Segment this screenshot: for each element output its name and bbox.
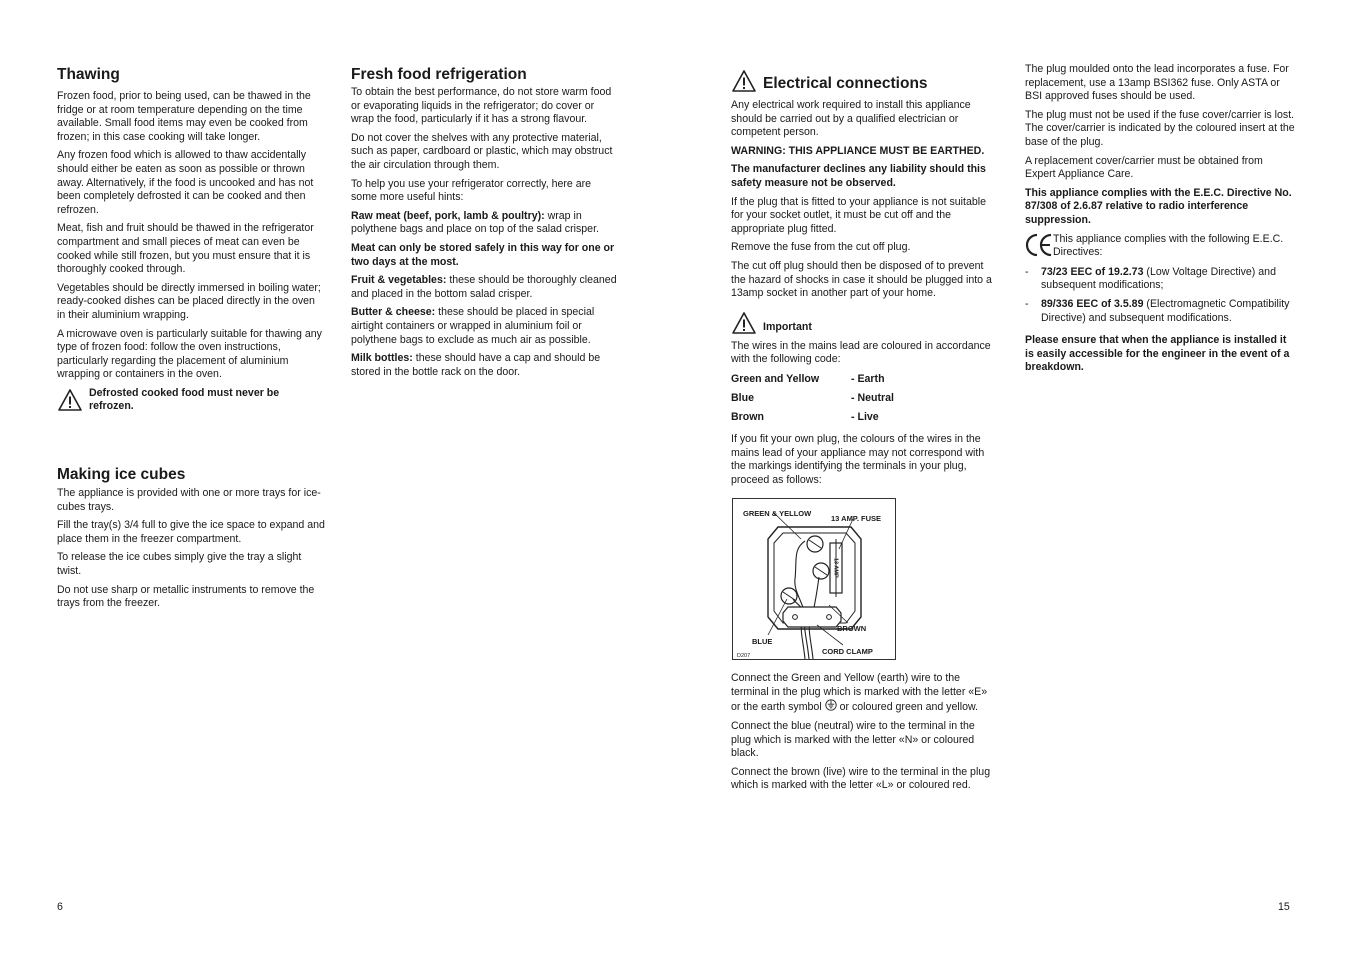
fruit-text: these should be thoroughly cleaned and placed in the bottom salad crisper. <box>351 274 617 300</box>
butter-text: these should be placed in special airtight containers or wrapped in aluminium foil or polythene bags to exclude as much air as possible. <box>351 306 595 346</box>
meat-note <box>351 242 619 269</box>
page-number-left: 6 <box>57 901 63 913</box>
thawing-paragraph: Any frozen food which is allowed to thaw accidentally should either be eaten as soon as possible or thrown away. Alternatively, if the food is uncooked and has not been completely defrosted it can be cooked and then refrozen. <box>57 149 314 216</box>
directive-bold: 89/336 EEC of 3.5.89 <box>1041 297 1144 310</box>
electrical-heading-row <box>731 68 995 93</box>
fruit-hint <box>351 274 619 301</box>
directive-desc: (Electromagnetic Compatibility Directive) and subsequent modifications. <box>1041 297 1290 324</box>
wire-row <box>731 410 995 429</box>
wire-name: Green and Yellow <box>731 372 820 385</box>
directive-text <box>1041 298 1295 325</box>
warning-triangle-icon <box>57 388 83 412</box>
ce-compliance-text: This appliance complies with the following E.E.C. Directives: <box>1053 232 1284 259</box>
electrical-paragraph: If you fit your own plug, the colours of the wires in the mains lead of your appliance may not correspond with the markings identifying the terminals in your plug, proceed as follows: <box>731 432 985 486</box>
page-number-right: 15 <box>1278 901 1290 913</box>
directive-bold: 73/23 EEC of 19.2.73 <box>1041 265 1144 278</box>
wire-row <box>731 391 995 410</box>
green-yellow-label: GREEN & YELLOW <box>743 509 812 519</box>
thawing-section <box>57 65 325 414</box>
electrical-paragraph: Remove the fuse from the cut off plug. <box>731 241 911 254</box>
fuse-paragraph: A replacement cover/carrier must be obtained from Expert Appliance Care. <box>1025 154 1263 181</box>
milk-label: Milk bottles: <box>351 352 413 365</box>
fuse-label: 13 AMP. FUSE <box>831 514 882 524</box>
ce-compliance <box>1025 233 1295 260</box>
thawing-heading: Thawing <box>57 66 120 83</box>
electrical-section <box>731 68 995 798</box>
fuse-paragraph: The plug moulded onto the lead incorporates a fuse. For replacement, use a 13amp BSI362 fuse. Only ASTA or BSI approved fuses should be used. <box>1025 63 1289 103</box>
thawing-paragraph: Vegetables should be directly immersed in boiling water; ready-cooked dishes can be placed directly in the oven in their aluminium wrapping. <box>57 281 321 321</box>
neutral-connection-paragraph: Connect the blue (neutral) wire to the terminal in the plug which is marked with the letter «N» or coloured black. <box>731 720 975 760</box>
fresh-paragraph: To obtain the best performance, do not store warm food or evaporating liquids in the refrigerator; do cover or wrap the food, particularly if it has a strong flavour. <box>351 86 612 126</box>
list-dash: - <box>1025 265 1029 278</box>
fruit-label: Fruit & vegetables: <box>351 274 447 287</box>
wire-name: Brown <box>731 410 764 423</box>
blue-label: BLUE <box>752 637 773 647</box>
liability-note <box>731 163 995 190</box>
brown-label: BROWN <box>837 624 867 634</box>
thawing-paragraph: Meat, fish and fruit should be thawed in the refrigerator compartment and small pieces of meat can even be cooked while still frozen, but you must ensure that it is thoroughly cooked through. <box>57 222 314 276</box>
ice-paragraph: Do not use sharp or metallic instruments to remove the trays from the freezer. <box>57 583 315 610</box>
eec-radio-directive <box>1025 187 1295 228</box>
ice-paragraph: Fill the tray(s) 3/4 full to give the ice space to expand and place them in the freezer compartment. <box>57 519 325 545</box>
thawing-paragraph: A microwave oven is particularly suitable for thawing any type of frozen food: follow the oven instructions, particularly regarding the placement of aluminium wrapping or containers in the oven. <box>57 327 322 381</box>
electrical-heading: Electrical connections <box>763 75 928 92</box>
fresh-paragraph: Do not cover the shelves with any protective material, such as paper, cardboard or plastic, which may obstruct the air circulation through them. <box>351 131 613 171</box>
ice-cubes-heading: Making ice cubes <box>57 466 186 483</box>
engineer-access-text: Please ensure that when the appliance is installed it is easily accessible for the engineer in the event of a breakdown. <box>1025 334 1290 374</box>
warning-triangle-icon <box>731 69 757 93</box>
engineer-access-note <box>1025 334 1295 375</box>
electrical-paragraph: The wires in the mains lead are coloured in accordance with the following code: <box>731 339 991 366</box>
fuse-paragraph: The plug must not be used if the fuse cover/carrier is lost. The cover/carrier is indicated by the coloured insert at the base of the plug. <box>1025 108 1295 148</box>
milk-text: these should have a cap and should be stored in the bottle rack on the door. <box>351 352 601 378</box>
plug-wiring-diagram <box>732 498 896 660</box>
important-label: Important <box>763 321 812 334</box>
meat-note-text: Meat can only be stored safely in this way for one or two days at the most. <box>351 241 615 268</box>
fresh-paragraph: To help you use your refrigerator correctly, here are some more useful hints: <box>351 177 592 204</box>
liability-note-text: The manufacturer declines any liability should this safety measure not be observed. <box>731 163 986 189</box>
earth-symbol-icon <box>825 699 837 711</box>
directive-text <box>1041 266 1295 293</box>
milk-hint <box>351 352 619 379</box>
refreeze-warning-text: Defrosted cooked food must never be refrozen. <box>89 386 280 413</box>
electrical-paragraph: If the plug that is fitted to your appliance is not suitable for your socket outlet, it must be cut off and the appropriate plug fitted. <box>731 195 986 235</box>
wire-value: - Earth <box>851 372 885 385</box>
fresh-food-section <box>351 65 619 384</box>
directive-item <box>1025 266 1295 293</box>
live-connection-paragraph: Connect the brown (live) wire to the terminal in the plug which is marked with the letter «L» or coloured red. <box>731 765 991 792</box>
diagram-code: D207 <box>737 653 751 660</box>
earthed-warning <box>731 145 995 159</box>
ce-mark-icon <box>1025 232 1053 258</box>
fresh-food-heading: Fresh food refrigeration <box>351 66 527 83</box>
cord-clamp-label: CORD CLAMP <box>822 647 873 657</box>
eec-radio-directive-text: This appliance complies with the E.E.C. Directive No. 87/308 of 2.6.87 relative to radio interference suppression. <box>1025 186 1292 226</box>
butter-hint <box>351 306 619 347</box>
wire-row <box>731 372 995 391</box>
earthed-warning-text: WARNING: THIS APPLIANCE MUST BE EARTHED. <box>731 144 985 157</box>
list-dash: - <box>1025 297 1029 310</box>
wire-name: Blue <box>731 391 754 404</box>
ice-cubes-section <box>57 465 325 616</box>
warning-triangle-icon <box>731 311 757 335</box>
important-row <box>731 311 995 335</box>
fuse-and-compliance-section <box>1025 63 1295 380</box>
ice-paragraph: To release the ice cubes simply give the tray a slight twist. <box>57 551 302 577</box>
directive-desc: (Low Voltage Directive) and subsequent modifications; <box>1041 265 1276 292</box>
thawing-paragraph: Frozen food, prior to being used, can be thawed in the fridge or at room temperature depending on the time available. Small food items may even be cooked from frozen; in this case cooking will take longer. <box>57 90 311 143</box>
earth-text-b: or coloured green and yellow. <box>836 701 978 714</box>
electrical-paragraph: Any electrical work required to install this appliance should be carried out by a qualified electrician or competent person. <box>731 99 971 139</box>
ice-paragraph: The appliance is provided with one or more trays for ice-cubes trays. <box>57 487 321 513</box>
refreeze-warning <box>57 387 325 414</box>
electrical-paragraph: The cut off plug should then be disposed of to prevent the hazard of shocks in case it should be plugged into a 13amp socket in another part of your home. <box>731 259 992 300</box>
wire-colour-table <box>731 372 995 429</box>
raw-meat-hint <box>351 210 619 237</box>
wire-value: - Live <box>851 410 879 423</box>
butter-label: Butter & cheese: <box>351 306 436 319</box>
wire-value: - Neutral <box>851 391 894 404</box>
raw-meat-label: Raw meat (beef, pork, lamb & poultry): <box>351 209 545 222</box>
earth-text-a: Connect the Green and Yellow (earth) wire to the terminal in the plug which is marked with the letter «E» or the earth symbol <box>731 672 988 714</box>
raw-meat-text: wrap in polythene bags and place on top of the salad crisper. <box>351 209 599 236</box>
directive-item <box>1025 298 1295 325</box>
earth-connection-paragraph <box>731 672 995 715</box>
fuse-mark: 13 AMP <box>832 558 839 578</box>
